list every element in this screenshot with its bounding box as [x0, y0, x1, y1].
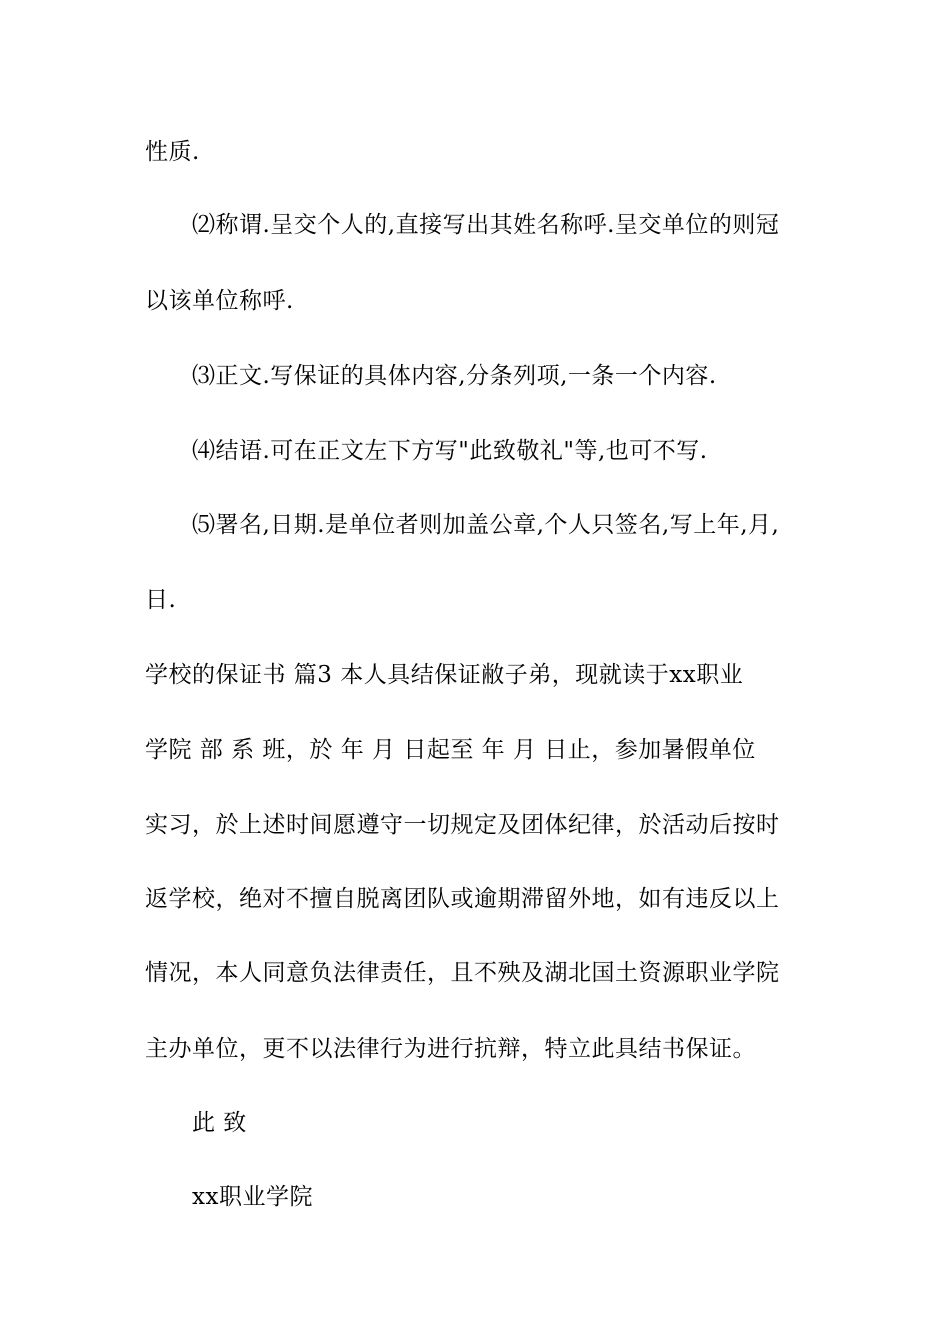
text-line-11: 返学校，绝对不擅自脱离团队或逾期滞留外地，如有违反以上: [145, 886, 780, 912]
text-line-13: 主办单位，更不以法律行为进行抗辩，特立此具结书保证。: [145, 1036, 756, 1062]
text-line-8: 学校的保证书 篇3 本人具结保证敝子弟，现就读于xx职业: [145, 662, 744, 688]
text-line-12: 情况，本人同意负法律责任，且不殃及湖北国土资源职业学院: [145, 960, 780, 986]
closing-salutation: 此 致: [192, 1110, 247, 1136]
text-line-10: 实习，於上述时间愿遵守一切规定及团体纪律，於活动后按时: [145, 812, 780, 838]
text-line-7: 日.: [145, 587, 177, 613]
text-line-4: ⑶正文.写保证的具体内容,分条列项,一条一个内容.: [192, 363, 717, 389]
text-line-9: 学院 部 系 班，於 年 月 日起至 年 月 日止，参加暑假单位: [145, 737, 756, 763]
text-line-1: 性质.: [145, 139, 200, 165]
text-line-5: ⑷结语.可在正文左下方写"此致敬礼"等,也可不写.: [192, 438, 708, 464]
recipient-name: xx职业学院: [192, 1184, 313, 1210]
text-line-6: ⑸署名,日期.是单位者则加盖公章,个人只签名,写上年,月,: [192, 512, 780, 538]
text-line-2: ⑵称谓.呈交个人的,直接写出其姓名称呼.呈交单位的则冠: [192, 212, 780, 238]
text-line-3: 以该单位称呼.: [145, 288, 294, 314]
